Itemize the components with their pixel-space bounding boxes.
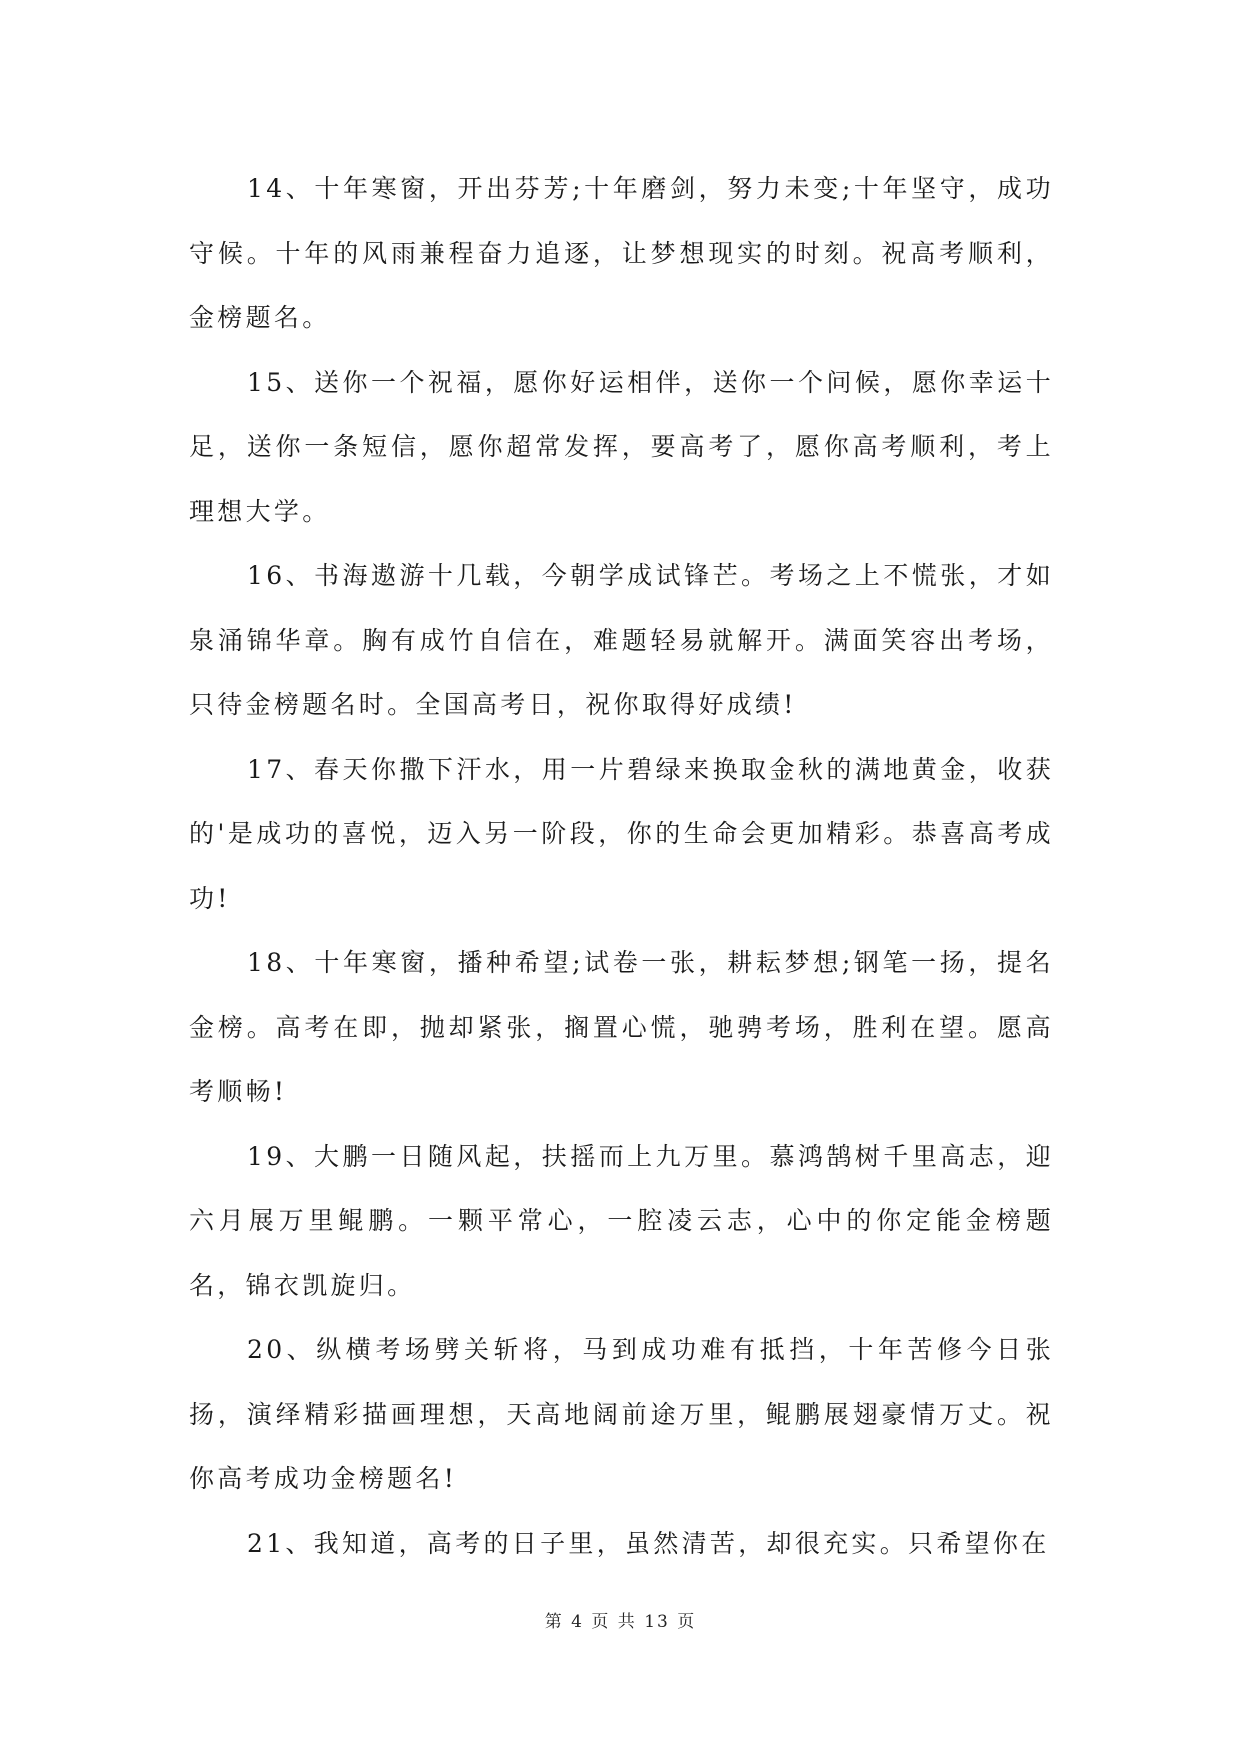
paragraph-15: 15、送你一个祝福，愿你好运相伴，送你一个问候，愿你幸运十足，送你一条短信，愿你超常发挥，要高考了，愿你高考顺利，考上理想大学。 — [189, 367, 1054, 526]
paragraph-19: 19、大鹏一日随风起，扶摇而上九万里。慕鸿鹄树千里高志，迎六月展万里鲲鹏。一颗平常心，一腔凌云志，心中的你定能金榜题名，锦衣凯旋归。 — [189, 1141, 1054, 1300]
paragraph-21: 21、我知道，高考的日子里，虽然清苦，却很充实。只希望你在 — [247, 1528, 1050, 1558]
document-body — [189, 157, 1054, 1576]
paragraph-14: 14、十年寒窗，开出芬芳;十年磨剑，努力未变;十年坚守，成功守候。十年的风雨兼程奋力追逐，让梦想现实的时刻。祝高考顺利，金榜题名。 — [189, 174, 1054, 332]
paragraph-17: 17、春天你撒下汗水，用一片碧绿来换取金秋的满地黄金，收获的'是成功的喜悦，迈入另一阶段，你的生命会更加精彩。恭喜高考成功! — [189, 754, 1054, 913]
paragraph-20: 20、纵横考场劈关斩将，马到成功难有抵挡，十年苦修今日张扬，演绎精彩描画理想，天高地阔前途万里，鲲鹏展翅豪情万丈。祝你高考成功金榜题名! — [189, 1335, 1054, 1493]
paragraph-16: 16、书海遨游十几载，今朝学成试锋芒。考场之上不慌张，才如泉涌锦华章。胸有成竹自信在，难题轻易就解开。满面笑容出考场，只待金榜题名时。全国高考日，祝你取得好成绩! — [189, 561, 1054, 719]
paragraph-18: 18、十年寒窗，播种希望;试卷一张，耕耘梦想;钢笔一扬，提名金榜。高考在即，抛却紧张，搁置心慌，驰骋考场，胜利在望。愿高考顺畅! — [189, 948, 1054, 1106]
page-number-footer: 第 4 页 共 13 页 — [544, 1612, 697, 1632]
